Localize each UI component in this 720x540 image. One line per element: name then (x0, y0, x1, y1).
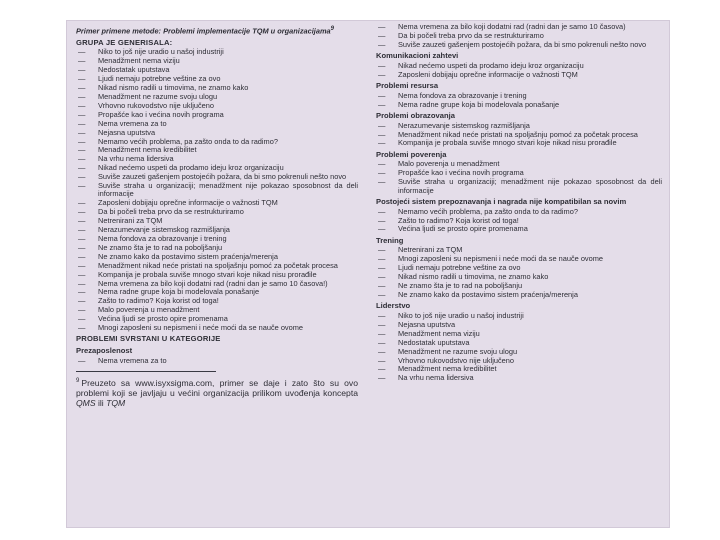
footnote-marker: 9 (76, 378, 80, 385)
list-item: — Nikad nećemo uspeti da prodamo ideju kroz organizaciju (76, 164, 358, 172)
category-heading: Problemi resursa (376, 81, 439, 91)
list-item: — Menadžment nema kredibilitet (376, 365, 662, 373)
list-item: — Netrenirani za TQM (376, 246, 662, 254)
list-item: — Zaposleni dobijaju oprečne informacije o važnosti TQM (376, 71, 662, 79)
scanned-document-page (66, 20, 670, 528)
list-item: — Niko to još nije uradio u našoj industriji (76, 48, 358, 56)
list-item: — Suviše zauzeti gašenjem postojećih požara, da bi smo pokrenuli nešto novo (76, 173, 358, 181)
list-item: — Ne znamo šta je to rad na poboljšanju (76, 244, 358, 252)
group-generated-heading: GRUPA JE GENERISALA: (76, 37, 173, 47)
footnote (76, 376, 358, 408)
category-problems-list (376, 246, 662, 299)
list-item: — Suviše zauzeti gašenjem postojećih požara, da bi smo pokrenuli nešto novo (376, 41, 662, 49)
list-item: — Nema fondova za obrazovanje i trening (76, 235, 358, 243)
list-item: — Nema vremena za to (76, 357, 358, 365)
list-item: — Nemamo većih problema, pa zašto onda to da radimo? (376, 208, 662, 216)
list-item: — Nerazumevanje sistemskog razmišljanja (376, 122, 662, 130)
footnote-tqm: TQM (106, 397, 126, 408)
footnote-ili: ili (95, 397, 107, 408)
continued-problems-list (376, 23, 662, 49)
list-item: — Da bi počeli treba prvo da se restrukturiramo (76, 208, 358, 216)
list-item: — Vrhovno rukovodstvo nije uključeno (76, 102, 358, 110)
category-heading: Postojeći sistem prepoznavanja i nagrada nije kompatibilan sa novim (376, 197, 627, 207)
list-item: — Nema fondova za obrazovanje i trening (376, 92, 662, 100)
list-item: — Nema radne grupe koja bi modelovala ponašanje (376, 101, 662, 109)
list-item: — Kompanija je probala suviše mnogo stvari koje nikad nisu prorađile (76, 271, 358, 279)
category-heading: Komunikacioni zahtevi (376, 51, 459, 61)
list-item: — Na vrhu nema lidersiva (76, 155, 358, 163)
list-item: — Nikad nismo radili u timovima, ne znamo kako (76, 84, 358, 92)
list-item: — Zaposleni dobijaju oprečne informacije o važnosti TQM (76, 199, 358, 207)
categorized-problems-heading: PROBLEMI SVRSTANI U KATEGORIJE (76, 334, 221, 344)
list-item: — Većina ljudi se prosto opire promenama (76, 315, 358, 323)
category-heading: Problemi obrazovanja (376, 111, 455, 121)
list-item: — Malo poverenja u menadžment (76, 306, 358, 314)
list-item: — Nema radne grupe koja bi modelovala ponašanje (76, 288, 358, 296)
list-item: — Nejasna uputstva (76, 129, 358, 137)
category-heading-overload: Prezaposlenost (76, 346, 133, 356)
list-item: — Nikad nećemo uspeti da prodamo ideju kroz organizaciju (376, 62, 662, 70)
list-item: — Nema vremena za bilo koji dodatni rad (radni dan je samo 10 časova!) (76, 280, 358, 288)
list-item: — Ljudi nemaju potrebne veštine za ovo (376, 264, 662, 272)
category-heading: Problemi poverenja (376, 149, 447, 159)
document-title (76, 25, 358, 36)
list-item: — Nedostatak uputstava (76, 66, 358, 74)
list-item: — Mnogi zaposleni su nepismeni i neće moći da se nauče ovome (376, 255, 662, 263)
list-item: — Mnogi zaposleni su nepismeni i neće moći da se nauče ovome (76, 324, 358, 332)
footnote-text: Preuzeto sa www.isyxsigma.com, primer se daje i zato što su ovo problemi koji se javljaju u većini organizacija prilikom uvođenja koncepta (76, 377, 358, 398)
list-item: — Nejasna uputstva (376, 321, 662, 329)
list-item: — Ne znamo kako da postavimo sistem praćenja/merenja (76, 253, 358, 261)
list-item: — Niko to još nije uradio u našoj industriji (376, 312, 662, 320)
list-item: — Nikad nismo radili u timovima, ne znamo kako (376, 273, 662, 281)
list-item: — Da bi počeli treba prvo da se restrukturiramo (376, 32, 662, 40)
list-item: — Nemamo većih problema, pa zašto onda to da radimo? (76, 138, 358, 146)
list-item: — Malo poverenja u menadžment (376, 160, 662, 168)
list-item: — Ne znamo kako da postavimo sistem praćenja/merenja (376, 291, 662, 299)
category-sections (376, 52, 662, 383)
list-item: — Menadžment nema viziju (76, 57, 358, 65)
list-item: — Nedostatak uputstava (376, 339, 662, 347)
list-item: — Menadžment nikad neće pristati na spoljašnju pomoć za početak procesa (76, 262, 358, 270)
document-title-text: Primer primene metode: Problemi implementacije TQM u organizacijama (76, 26, 331, 36)
list-item: — Nema vremena za bilo koji dodatni rad (radni dan je samo 10 časova) (376, 23, 662, 31)
list-item: — Nerazumevanje sistemskog razmišljanja (76, 226, 358, 234)
left-column (76, 23, 358, 524)
list-item: — Vrhovno rukovodstvo nije uključeno (376, 357, 662, 365)
category-problems-list (376, 160, 662, 195)
list-item: — Na vrhu nema lidersiva (376, 374, 662, 382)
list-item: — Suviše straha u organizaciji; menadžment nije pokazao sposobnost da deli informacije (376, 178, 662, 195)
category-problems-list (376, 92, 662, 109)
list-item: — Nema vremena za to (76, 120, 358, 128)
category-problems-list (376, 312, 662, 383)
list-item: — Suviše straha u organizaciji; menadžment nije pokazao sposobnost da deli informacije (76, 182, 358, 199)
list-item: — Propašće kao i većina novih programa (376, 169, 662, 177)
category-heading: Liderstvo (376, 301, 411, 311)
list-item: — Kompanija je probala suviše mnogo stvari koje nikad nisu prorađile (376, 139, 662, 147)
title-footnote-marker: 9 (330, 26, 334, 32)
footnote-divider (76, 371, 216, 372)
category-problems-list (376, 122, 662, 148)
list-item: — Menadžment nema viziju (376, 330, 662, 338)
category-problems-list (376, 208, 662, 234)
list-item: — Ne znamo šta je to rad na poboljšanju (376, 282, 662, 290)
list-item: — Zašto to radimo? Koja korist od toga! (76, 297, 358, 305)
list-item: — Većina ljudi se prosto opire promenama (376, 225, 662, 233)
overload-problems-list (76, 357, 358, 365)
list-item: — Menadžment ne razume svoju ulogu (76, 93, 358, 101)
right-column (376, 23, 662, 524)
generated-problems-list (76, 48, 358, 332)
list-item: — Netrenirani za TQM (76, 217, 358, 225)
category-heading: Trening (376, 235, 404, 245)
list-item: — Menadžment nikad neće pristati na spoljašnju pomoć za početak procesa (376, 131, 662, 139)
list-item: — Ljudi nemaju potrebne veštine za ovo (76, 75, 358, 83)
list-item: — Menadžment ne razume svoju ulogu (376, 348, 662, 356)
list-item: — Propašće kao i većina novih programa (76, 111, 358, 119)
list-item: — Menadžment nema kredibilitet (76, 146, 358, 154)
footnote-qms: QMS (76, 397, 96, 408)
list-item: — Zašto to radimo? Koja korist od toga! (376, 217, 662, 225)
category-problems-list (376, 62, 662, 79)
